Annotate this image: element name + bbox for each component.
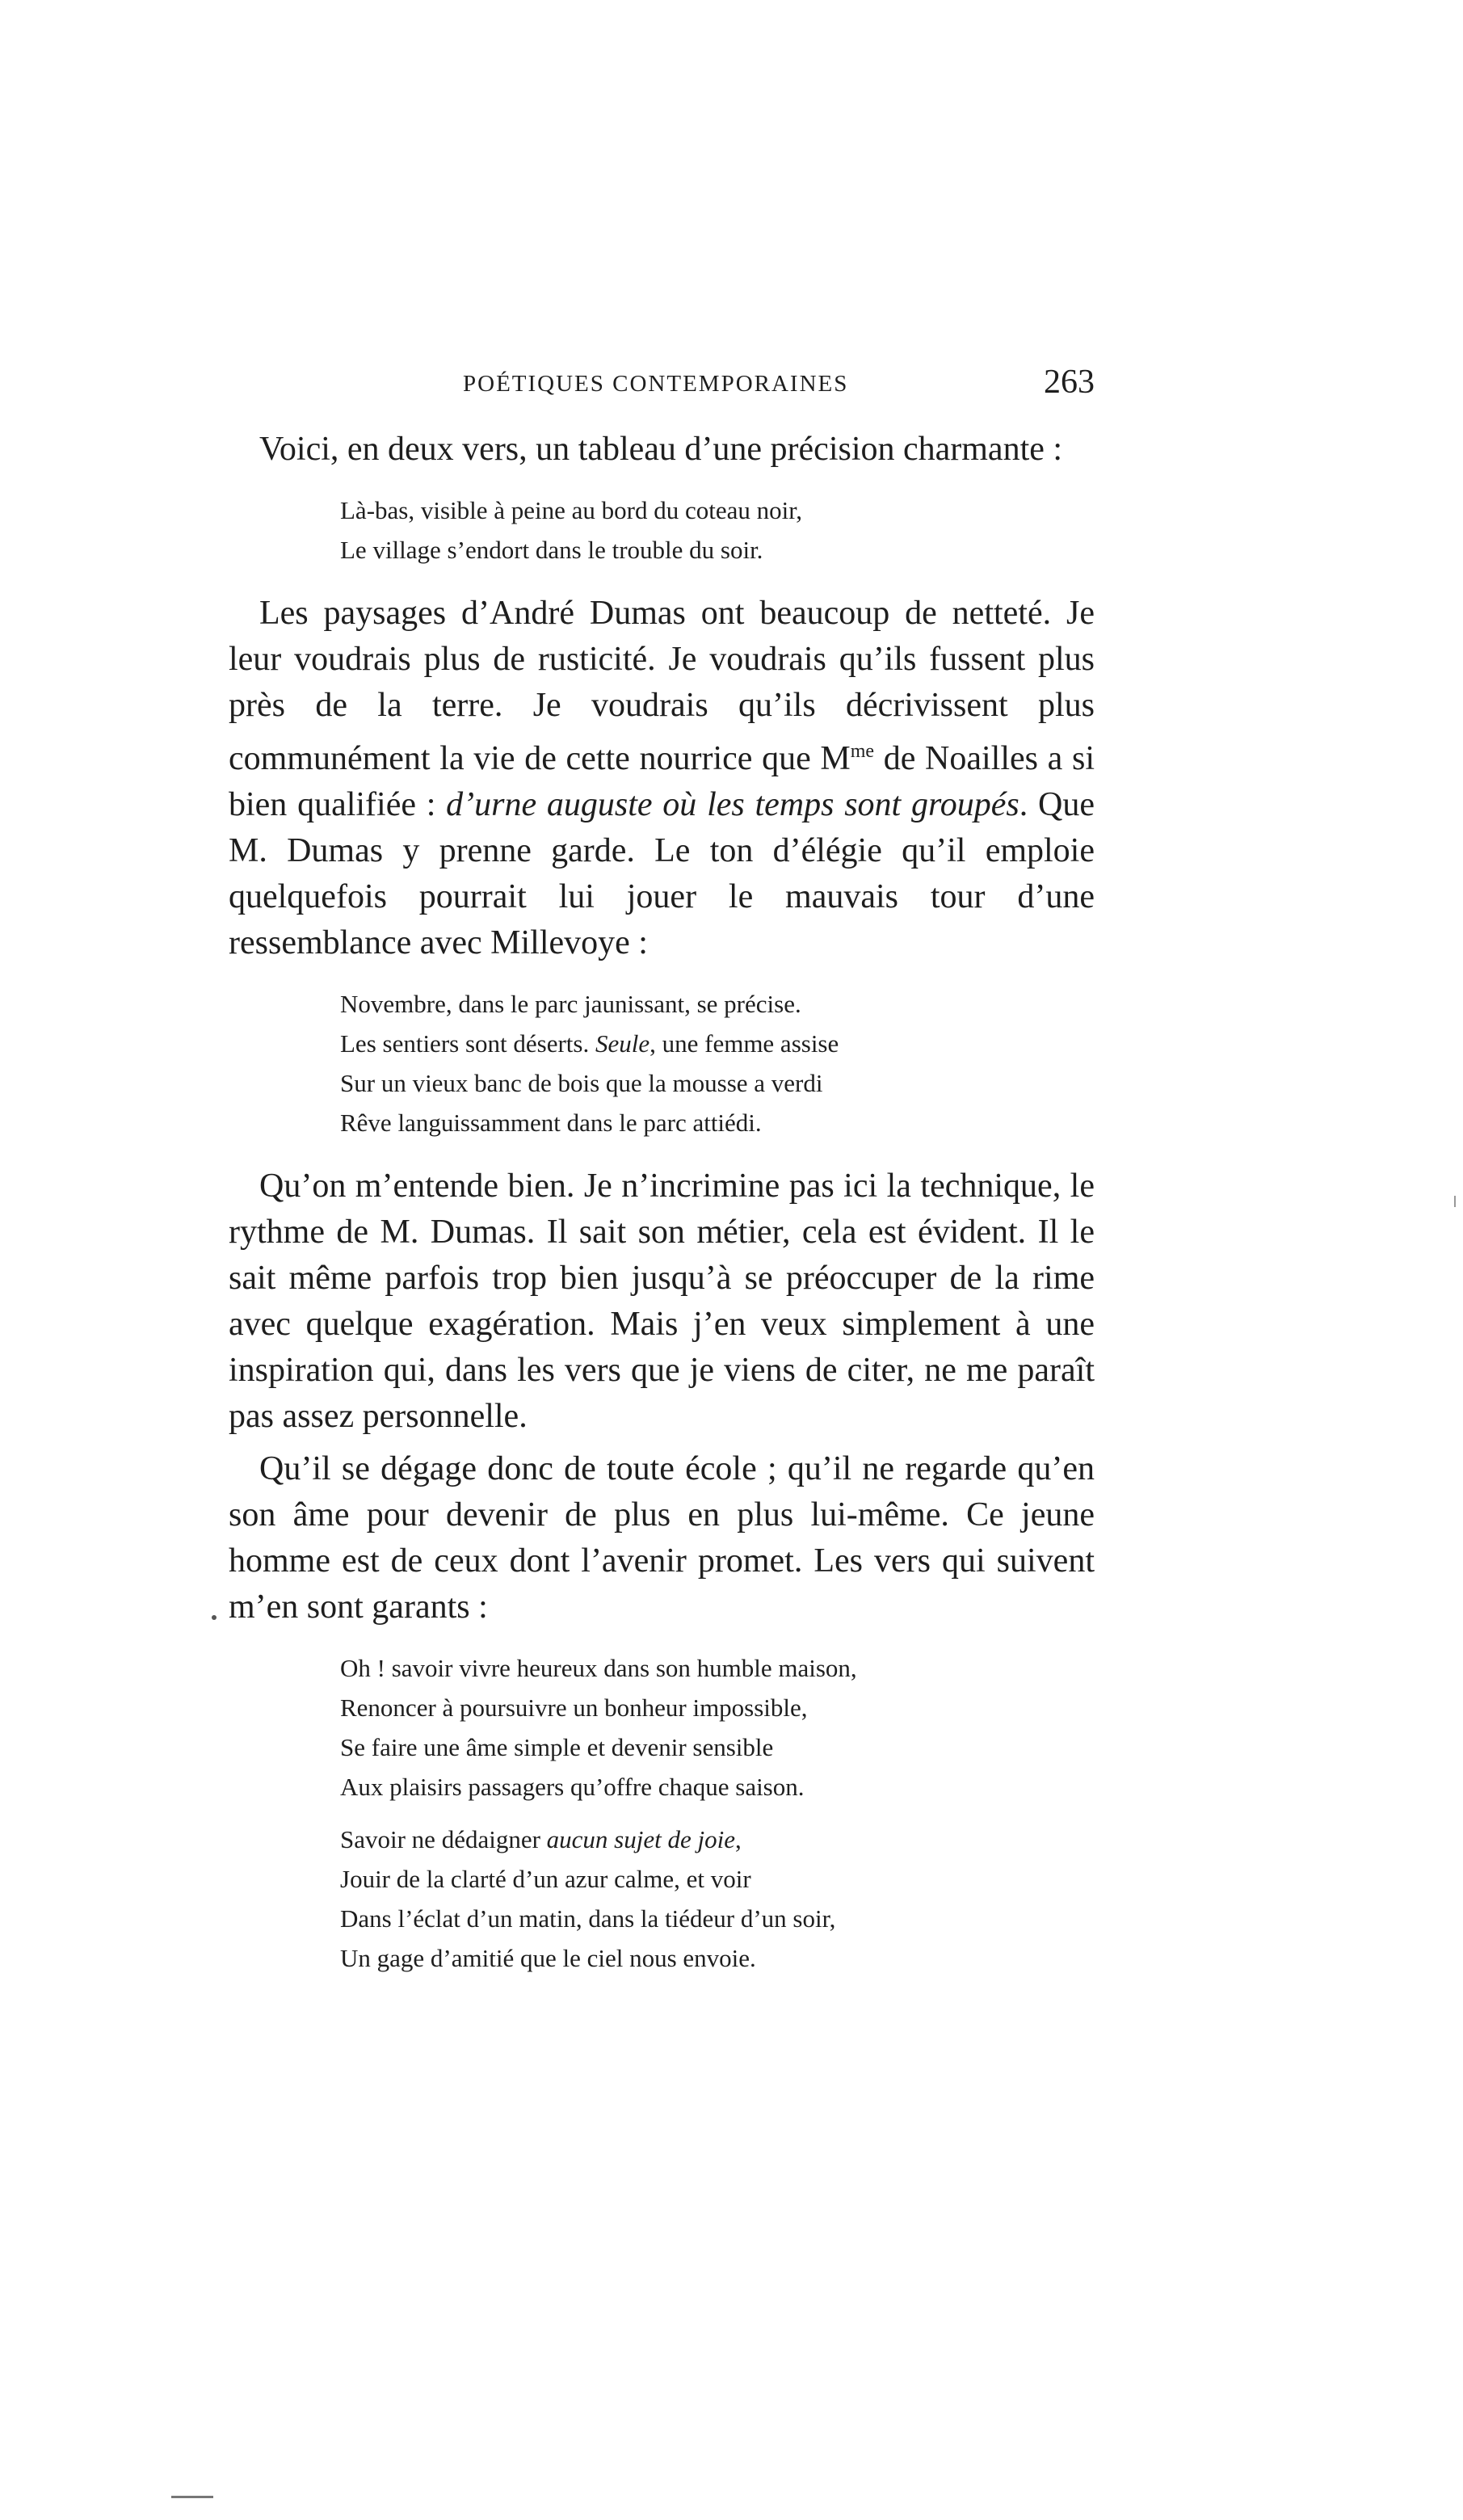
verse-italic: aucun sujet de joie [546,1825,735,1853]
verse-text: Sur un vieux banc de bois que la mousse a verdi [340,1069,823,1097]
verse-line [340,1820,1095,1859]
ink-speck [1454,1196,1456,1207]
verse-block-1 [340,490,1095,570]
verse-line [340,984,1095,1024]
paragraph-2-text: de Noailles a si bien qualifiée : [229,740,1095,823]
verse-line: Aux plaisirs passagers qu’offre chaque saison. [340,1773,805,1801]
verse-text: Les sentiers sont déserts. [340,1029,595,1058]
verse-text: Novembre, dans le parc jaunissant, se précise. [340,990,801,1018]
paragraph-2-text: . Que M. Dumas y prenne garde. Le ton d’élégie qu’il emploie quelquefois pourrait lui jouer le mauvais tour d’une ressemblance avec Millevoye : [229,786,1095,961]
verse-block-3b [340,1820,1095,1978]
paragraph-4: Qu’il se dégage donc de toute école ; qu’il ne regarde qu’en son âme pour devenir de plus en plus lui-même. Ce jeune homme est de ceux dont l’avenir promet. Les vers qui suivent m’en sont garants : [229,1450,1095,1626]
verse-block-2 [340,984,1095,1142]
paragraph-1: Voici, en deux vers, un tableau d’une précision charmante : [259,431,1063,468]
verse-line [340,1024,1095,1063]
paragraph-3: Qu’on m’entende bien. Je n’incrimine pas ici la technique, le rythme de M. Dumas. Il sait son métier, cela est évident. Il le sait même parfois trop bien jusqu’à se préoccuper de la rime avec quelque exagération. Mais j’en veux simplement à une inspiration qui, dans les vers que je viens de citer, ne me paraît pas assez personnelle. [229,1167,1095,1435]
verse-line [340,1859,1095,1899]
verse-text: Savoir ne dédaigner [340,1825,547,1853]
verse-text: , [734,1825,742,1853]
verse-text: , une femme assise [650,1029,839,1058]
verse-line [340,1063,1095,1103]
page-number: 263 [1044,364,1095,401]
ink-speck [212,1615,217,1620]
verse-line [340,1938,1095,1978]
verse-text: Rêve languissamment dans le parc attiédi. [340,1109,762,1137]
running-title: POÉTIQUES CONTEMPORAINES [463,371,849,397]
verse-text: Un gage d’amitié que le ciel nous envoie. [340,1944,756,1972]
print-rule-mark [171,2496,213,2498]
verse-line: Se faire une âme simple et devenir sensible [340,1733,774,1761]
verse-block-3a [340,1648,1095,1807]
verse-line: Renoncer à poursuivre un bonheur impossible, [340,1693,808,1722]
verse-text: Jouir de la clarté d’un azur calme, et voir [340,1865,751,1893]
italic-quote: d’urne auguste où les temps sont groupés [446,786,1019,823]
verse-italic: Seule [595,1029,650,1058]
verse-line: Le village s’endort dans le trouble du soir. [340,536,763,564]
page-header [229,364,1095,411]
verse-text: Dans l’éclat d’un matin, dans la tiédeur d’un soir, [340,1904,836,1933]
superscript-me: me [850,741,875,762]
paragraph-2-text: Les paysages d’André Dumas ont beaucoup de netteté. Je leur voudrais plus de rusticité. Je voudrais qu’ils fussent plus près de la terre. Je voudrais qu’ils décrivissent plus communément la vie de cette nourrice que M [229,595,1095,777]
verse-line: Là-bas, visible à peine au bord du coteau noir, [340,496,803,524]
verse-line [340,1103,1095,1142]
verse-line: Oh ! savoir vivre heureux dans son humble maison, [340,1654,857,1682]
page-body [229,427,1095,1978]
verse-line [340,1899,1095,1938]
paragraph-2 [229,591,1095,966]
